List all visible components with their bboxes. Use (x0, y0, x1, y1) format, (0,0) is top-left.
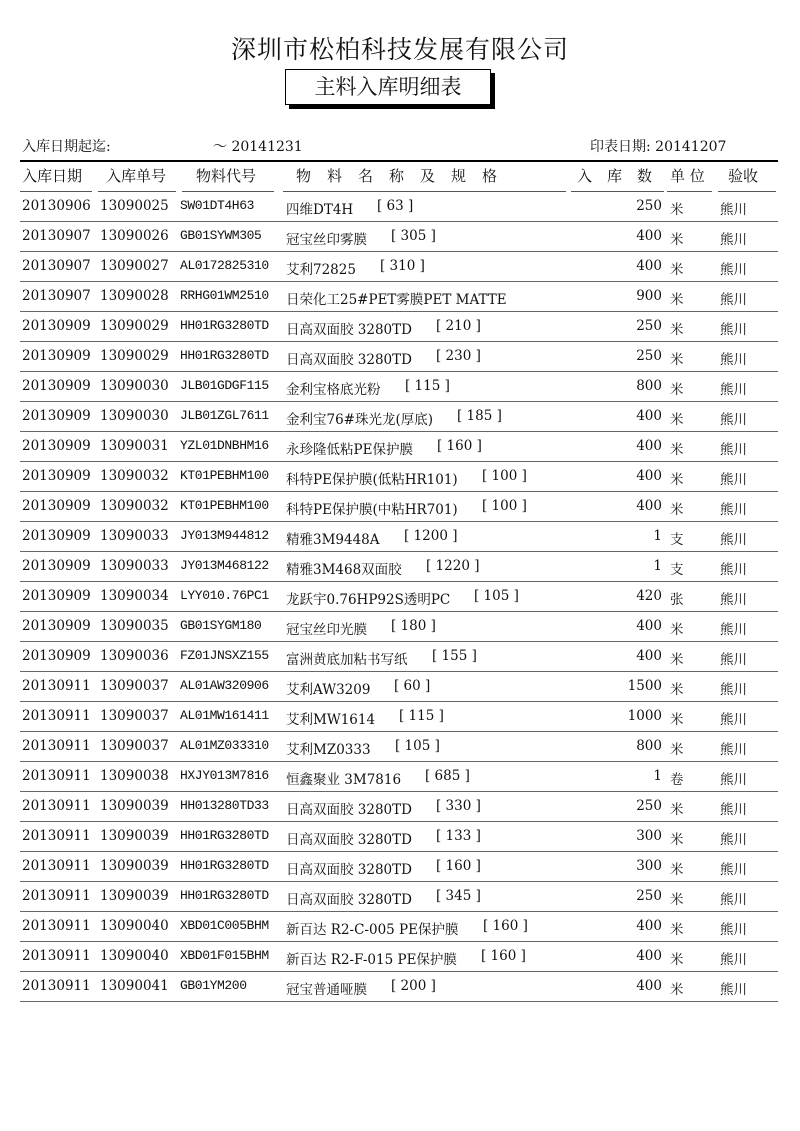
cell-order-no: 13090030 (100, 378, 169, 394)
cell-inspector: 熊川 (720, 652, 747, 668)
cell-spec: [ 200 ] (391, 978, 436, 994)
cell-material-code: HH013280TD33 (180, 798, 269, 813)
cell-order-no: 13090029 (100, 318, 169, 334)
cell-spec: [ 310 ] (380, 258, 425, 274)
cell-date: 20130906 (22, 198, 91, 214)
table-row (0, 582, 800, 612)
cell-inspector: 熊川 (720, 292, 747, 308)
cell-unit: 米 (670, 682, 684, 698)
table-row (0, 792, 800, 822)
cell-material-code: FZ01JNSXZ155 (180, 648, 269, 663)
cell-order-no: 13090035 (100, 618, 169, 634)
cell-inspector: 熊川 (720, 922, 747, 938)
cell-unit: 米 (670, 382, 684, 398)
cell-date: 20130911 (22, 948, 91, 964)
cell-spec: [ 185 ] (457, 408, 502, 424)
cell-quantity: 400 (636, 228, 662, 244)
cell-material-code: KT01PEBHM100 (180, 498, 269, 513)
cell-date: 20130909 (22, 618, 91, 634)
cell-material-code: HH01RG3280TD (180, 828, 269, 843)
cell-inspector: 熊川 (720, 802, 747, 818)
cell-date: 20130911 (22, 858, 91, 874)
cell-date: 20130909 (22, 348, 91, 364)
cell-spec: [ 115 ] (399, 708, 444, 724)
cell-inspector: 熊川 (720, 892, 747, 908)
cell-date: 20130909 (22, 408, 91, 424)
cell-spec: [ 63 ] (377, 198, 414, 214)
cell-unit: 米 (670, 952, 684, 968)
cell-order-no: 13090025 (100, 198, 169, 214)
cell-material-name: 金利宝76#珠光龙(厚底) (286, 412, 434, 428)
cell-date: 20130911 (22, 738, 91, 754)
cell-inspector: 熊川 (720, 262, 747, 278)
table-row (0, 282, 800, 312)
cell-unit: 米 (670, 922, 684, 938)
cell-spec: [ 160 ] (483, 918, 528, 934)
cell-spec: [ 210 ] (436, 318, 481, 334)
cell-date: 20130907 (22, 228, 91, 244)
cell-material-name: 艾利72825 (286, 262, 356, 278)
table-row (0, 852, 800, 882)
cell-spec: [ 345 ] (436, 888, 481, 904)
cell-inspector: 熊川 (720, 202, 747, 218)
print-date: 印表日期: 20141207 (590, 139, 727, 155)
row-divider (20, 1001, 778, 1002)
cell-material-code: KT01PEBHM100 (180, 468, 269, 483)
table-row (0, 372, 800, 402)
table-row (0, 192, 800, 222)
cell-material-code: HH01RG3280TD (180, 318, 269, 333)
cell-order-no: 13090040 (100, 918, 169, 934)
cell-inspector: 熊川 (720, 772, 747, 788)
cell-spec: [ 155 ] (432, 648, 477, 664)
cell-material-name: 富洲黄底加粘书写纸 (286, 652, 408, 668)
cell-quantity: 1 (653, 558, 662, 574)
table-row (0, 312, 800, 342)
cell-order-no: 13090032 (100, 468, 169, 484)
table-row (0, 882, 800, 912)
cell-inspector: 熊川 (720, 472, 747, 488)
cell-inspector: 熊川 (720, 382, 747, 398)
cell-material-name: 龙跃宇0.76HP92S透明PC (286, 592, 451, 608)
cell-order-no: 13090037 (100, 708, 169, 724)
cell-material-name: 科特PE保护膜(中粘HR701) (286, 502, 458, 518)
cell-date: 20130911 (22, 678, 91, 694)
cell-material-name: 艾利MW1614 (286, 712, 376, 728)
table-row (0, 912, 800, 942)
cell-unit: 米 (670, 712, 684, 728)
cell-quantity: 400 (636, 948, 662, 964)
cell-unit: 米 (670, 862, 684, 878)
cell-unit: 米 (670, 352, 684, 368)
cell-order-no: 13090026 (100, 228, 169, 244)
cell-material-code: GB01YM200 (180, 978, 247, 993)
cell-spec: [ 1200 ] (404, 528, 458, 544)
cell-material-name: 四维DT4H (286, 202, 354, 218)
date-range-label: 入库日期起迄: (22, 139, 111, 155)
table-row (0, 822, 800, 852)
cell-order-no: 13090037 (100, 738, 169, 754)
cell-unit: 米 (670, 202, 684, 218)
cell-date: 20130909 (22, 498, 91, 514)
cell-inspector: 熊川 (720, 532, 747, 548)
cell-material-code: HH01RG3280TD (180, 858, 269, 873)
cell-quantity: 400 (636, 408, 662, 424)
cell-material-name: 日荣化工25#PET雾膜PET MATTE (286, 292, 507, 308)
cell-order-no: 13090029 (100, 348, 169, 364)
cell-spec: [ 305 ] (391, 228, 436, 244)
table-row (0, 492, 800, 522)
cell-date: 20130909 (22, 468, 91, 484)
cell-quantity: 400 (636, 618, 662, 634)
cell-unit: 米 (670, 472, 684, 488)
table-row (0, 222, 800, 252)
cell-date: 20130911 (22, 768, 91, 784)
cell-quantity: 800 (636, 378, 662, 394)
cell-spec: [ 133 ] (436, 828, 481, 844)
cell-date: 20130909 (22, 378, 91, 394)
table-row (0, 942, 800, 972)
cell-inspector: 熊川 (720, 952, 747, 968)
cell-material-code: LYY010.76PC1 (180, 588, 269, 603)
cell-material-code: XBD01C005BHM (180, 918, 269, 933)
cell-order-no: 13090039 (100, 828, 169, 844)
cell-inspector: 熊川 (720, 232, 747, 248)
cell-spec: [ 160 ] (437, 438, 482, 454)
company-name: 深圳市松柏科技发展有限公司 (230, 35, 569, 64)
cell-inspector: 熊川 (720, 982, 747, 998)
table-row (0, 972, 800, 1002)
table-row (0, 462, 800, 492)
cell-inspector: 熊川 (720, 622, 747, 638)
cell-unit: 米 (670, 652, 684, 668)
cell-material-code: AL01MW161411 (180, 708, 269, 723)
cell-order-no: 13090028 (100, 288, 169, 304)
table-row (0, 522, 800, 552)
cell-date: 20130911 (22, 828, 91, 844)
cell-date: 20130909 (22, 588, 91, 604)
cell-inspector: 熊川 (720, 502, 747, 518)
cell-material-name: 日高双面胶 3280TD (286, 802, 412, 818)
table-row (0, 672, 800, 702)
cell-material-name: 日高双面胶 3280TD (286, 892, 412, 908)
cell-material-code: RRHG01WM2510 (180, 288, 269, 303)
cell-quantity: 1 (653, 528, 662, 544)
cell-unit: 米 (670, 292, 684, 308)
cell-spec: [ 330 ] (436, 798, 481, 814)
cell-material-name: 艾利AW3209 (286, 682, 371, 698)
cell-date: 20130909 (22, 438, 91, 454)
table-row (0, 732, 800, 762)
cell-material-code: GB01SYWM305 (180, 228, 262, 243)
cell-spec: [ 100 ] (482, 468, 527, 484)
cell-inspector: 熊川 (720, 322, 747, 338)
cell-inspector: 熊川 (720, 562, 747, 578)
cell-material-name: 恒鑫聚业 3M7816 (286, 772, 402, 788)
cell-quantity: 800 (636, 738, 662, 754)
table-row (0, 402, 800, 432)
cell-spec: [ 230 ] (436, 348, 481, 364)
cell-quantity: 1000 (627, 708, 662, 724)
header-unit: 单 位 (670, 167, 705, 185)
cell-quantity: 1500 (627, 678, 662, 694)
cell-order-no: 13090039 (100, 858, 169, 874)
cell-quantity: 400 (636, 648, 662, 664)
cell-spec: [ 1220 ] (426, 558, 480, 574)
cell-material-name: 科特PE保护膜(低粘HR101) (286, 472, 458, 488)
header-quantity: 入 库 数 (577, 167, 653, 185)
cell-spec: [ 105 ] (395, 738, 440, 754)
cell-quantity: 250 (636, 348, 662, 364)
cell-inspector: 熊川 (720, 712, 747, 728)
cell-order-no: 13090032 (100, 498, 169, 514)
cell-order-no: 13090033 (100, 558, 169, 574)
cell-unit: 米 (670, 742, 684, 758)
cell-material-name: 精雅3M468双面胶 (286, 562, 402, 578)
cell-spec: [ 180 ] (391, 618, 436, 634)
cell-material-name: 日高双面胶 3280TD (286, 352, 412, 368)
cell-order-no: 13090040 (100, 948, 169, 964)
cell-inspector: 熊川 (720, 742, 747, 758)
cell-material-name: 永珍隆低粘PE保护膜 (286, 442, 413, 458)
cell-date: 20130911 (22, 918, 91, 934)
table-row (0, 252, 800, 282)
cell-unit: 米 (670, 892, 684, 908)
cell-date: 20130909 (22, 648, 91, 664)
table-row (0, 342, 800, 372)
cell-unit: 支 (670, 562, 684, 578)
cell-spec: [ 685 ] (425, 768, 470, 784)
cell-unit: 支 (670, 532, 684, 548)
cell-unit: 米 (670, 832, 684, 848)
cell-date: 20130911 (22, 978, 91, 994)
cell-order-no: 13090034 (100, 588, 169, 604)
cell-quantity: 400 (636, 468, 662, 484)
cell-quantity: 300 (636, 858, 662, 874)
cell-material-code: GB01SYGM180 (180, 618, 262, 633)
cell-order-no: 13090027 (100, 258, 169, 274)
cell-material-name: 新百达 R2-F-015 PE保护膜 (286, 952, 457, 968)
cell-unit: 米 (670, 802, 684, 818)
cell-unit: 米 (670, 982, 684, 998)
table-row (0, 612, 800, 642)
cell-spec: [ 100 ] (482, 498, 527, 514)
cell-unit: 米 (670, 622, 684, 638)
cell-inspector: 熊川 (720, 682, 747, 698)
cell-quantity: 250 (636, 798, 662, 814)
cell-order-no: 13090041 (100, 978, 169, 994)
cell-inspector: 熊川 (720, 412, 747, 428)
cell-quantity: 420 (636, 588, 662, 604)
cell-material-code: JY013M468122 (180, 558, 269, 573)
header-order-no: 入库单号 (106, 167, 167, 185)
cell-material-code: AL01MZ033310 (180, 738, 269, 753)
report-title: 主料入库明细表 (285, 69, 491, 105)
cell-material-code: AL0172825310 (180, 258, 269, 273)
header-date: 入库日期 (22, 167, 83, 185)
cell-material-name: 金利宝格底光粉 (286, 382, 381, 398)
cell-unit: 米 (670, 502, 684, 518)
cell-material-code: HXJY013M7816 (180, 768, 269, 783)
cell-quantity: 250 (636, 198, 662, 214)
cell-date: 20130909 (22, 558, 91, 574)
cell-order-no: 13090037 (100, 678, 169, 694)
cell-date: 20130911 (22, 798, 91, 814)
header-inspector: 验收 (728, 167, 759, 185)
cell-material-code: JLB01ZGL7611 (180, 408, 269, 423)
cell-material-code: JY013M944812 (180, 528, 269, 543)
cell-unit: 米 (670, 322, 684, 338)
cell-date: 20130909 (22, 318, 91, 334)
cell-quantity: 250 (636, 318, 662, 334)
table-row (0, 762, 800, 792)
cell-quantity: 400 (636, 918, 662, 934)
header-material-name: 物 料 名 称 及 规 格 (296, 167, 498, 185)
table-row (0, 552, 800, 582)
cell-material-name: 精雅3M9448A (286, 532, 380, 548)
cell-spec: [ 60 ] (394, 678, 431, 694)
cell-date: 20130907 (22, 288, 91, 304)
cell-material-code: YZL01DNBHM16 (180, 438, 269, 453)
cell-order-no: 13090038 (100, 768, 169, 784)
cell-spec: [ 160 ] (436, 858, 481, 874)
table-row (0, 702, 800, 732)
header-material-code: 物料代号 (196, 167, 257, 185)
cell-material-code: AL01AW320906 (180, 678, 269, 693)
cell-date: 20130907 (22, 258, 91, 274)
cell-material-name: 日高双面胶 3280TD (286, 862, 412, 878)
cell-quantity: 400 (636, 978, 662, 994)
cell-order-no: 13090033 (100, 528, 169, 544)
cell-material-code: SW01DT4H63 (180, 198, 255, 213)
cell-unit: 米 (670, 232, 684, 248)
cell-quantity: 400 (636, 438, 662, 454)
cell-spec: [ 105 ] (474, 588, 519, 604)
cell-quantity: 300 (636, 828, 662, 844)
cell-quantity: 1 (653, 768, 662, 784)
cell-unit: 米 (670, 262, 684, 278)
cell-material-code: HH01RG3280TD (180, 888, 269, 903)
cell-material-name: 艾利MZ0333 (286, 742, 371, 758)
cell-material-code: JLB01GDGF115 (180, 378, 269, 393)
cell-order-no: 13090036 (100, 648, 169, 664)
cell-material-name: 日高双面胶 3280TD (286, 832, 412, 848)
table-row (0, 432, 800, 462)
cell-quantity: 400 (636, 258, 662, 274)
cell-material-name: 日高双面胶 3280TD (286, 322, 412, 338)
cell-order-no: 13090030 (100, 408, 169, 424)
cell-order-no: 13090039 (100, 888, 169, 904)
cell-unit: 卷 (670, 772, 684, 788)
cell-order-no: 13090039 (100, 798, 169, 814)
cell-inspector: 熊川 (720, 592, 747, 608)
cell-quantity: 400 (636, 498, 662, 514)
cell-quantity: 900 (636, 288, 662, 304)
cell-date: 20130909 (22, 528, 91, 544)
cell-material-name: 冠宝普通哑膜 (286, 982, 367, 998)
cell-date: 20130911 (22, 888, 91, 904)
cell-spec: [ 160 ] (481, 948, 526, 964)
cell-date: 20130911 (22, 708, 91, 724)
cell-material-name: 新百达 R2-C-005 PE保护膜 (286, 922, 459, 938)
header-rule (20, 160, 778, 162)
cell-inspector: 熊川 (720, 442, 747, 458)
table-row (0, 642, 800, 672)
cell-material-name: 冠宝丝印雾膜 (286, 232, 367, 248)
cell-material-name: 冠宝丝印光膜 (286, 622, 367, 638)
cell-inspector: 熊川 (720, 832, 747, 848)
cell-unit: 米 (670, 412, 684, 428)
cell-unit: 张 (670, 592, 684, 608)
cell-material-code: HH01RG3280TD (180, 348, 269, 363)
cell-spec: [ 115 ] (405, 378, 450, 394)
cell-order-no: 13090031 (100, 438, 169, 454)
cell-inspector: 熊川 (720, 862, 747, 878)
cell-unit: 米 (670, 442, 684, 458)
cell-quantity: 250 (636, 888, 662, 904)
date-range-value: ～ 20141231 (213, 139, 303, 155)
cell-inspector: 熊川 (720, 352, 747, 368)
cell-material-code: XBD01F015BHM (180, 948, 269, 963)
